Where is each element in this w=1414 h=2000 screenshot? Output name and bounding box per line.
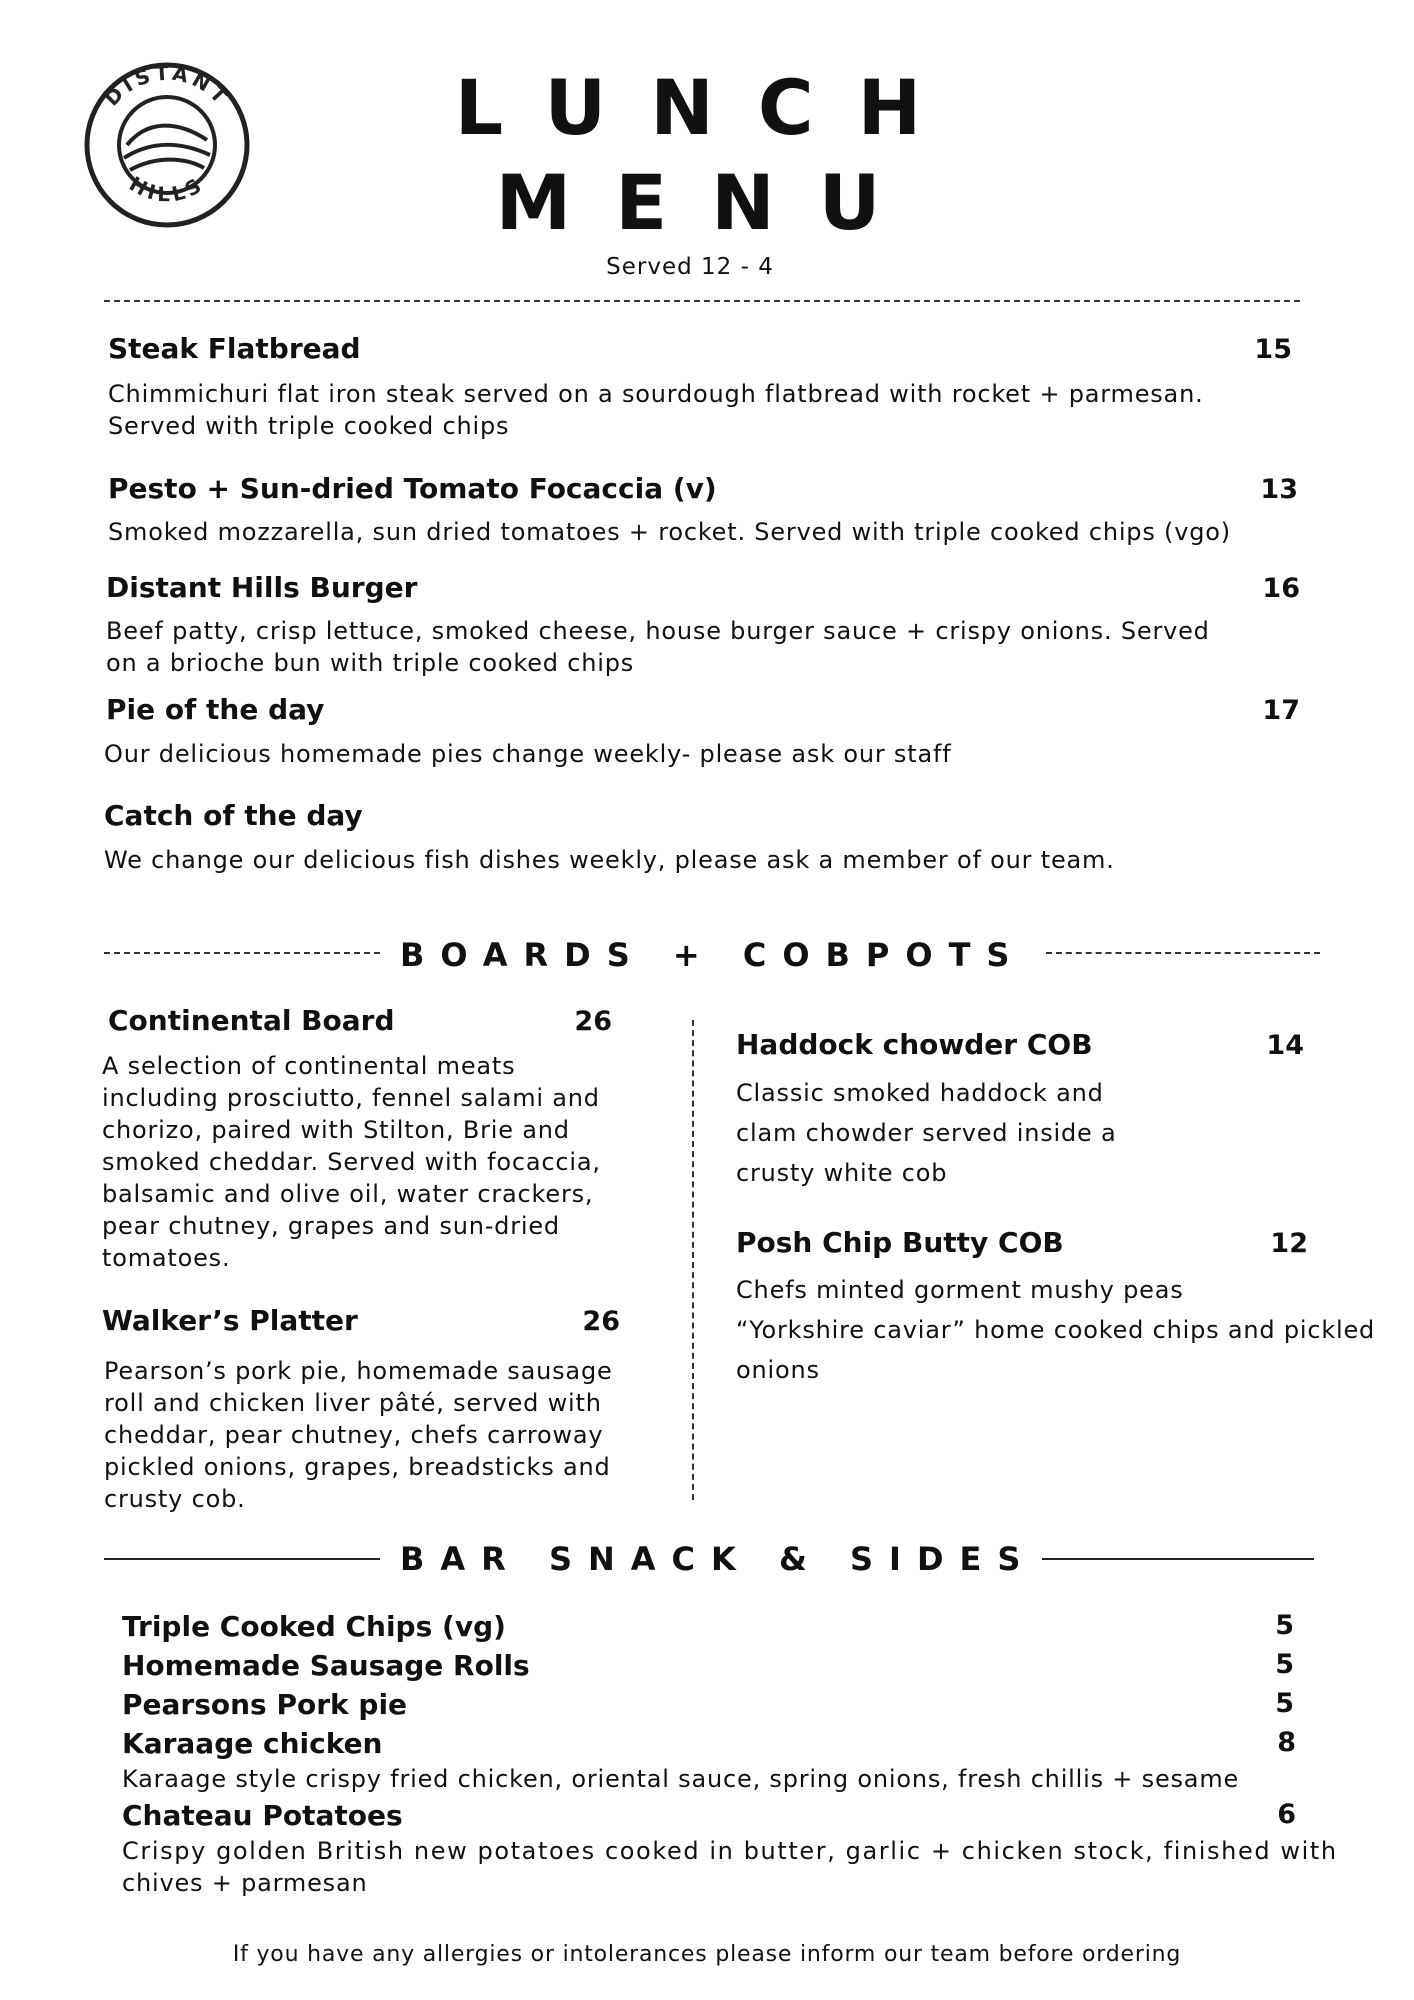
section-heading-boards: BOARDS + COBPOTS [400,936,1026,974]
snack-price: 5 [1275,1649,1294,1680]
section-divider-right [1046,952,1320,954]
snack-name: Triple Cooked Chips (vg) [122,1610,506,1643]
board-price: 26 [574,1006,612,1037]
snack-description: Karaage style crispy fried chicken, oriental sauce, spring onions, fresh chillis + sesame [122,1765,1240,1793]
dish-name: Pesto + Sun-dried Tomato Focaccia (v) [108,472,717,505]
dish-name: Catch of the day [104,799,363,832]
snack-name: Chateau Potatoes [122,1799,403,1832]
snack-price: 5 [1275,1688,1294,1719]
cob-name: Posh Chip Butty COB [736,1226,1064,1259]
snack-price: 5 [1275,1610,1294,1641]
dish-description: Chimmichuri flat iron steak served on a sourdough flatbread with rocket + parmesan. Served with triple cooked chips [108,380,1204,440]
dish-description: Smoked mozzarella, sun dried tomatoes + rocket. Served with triple cooked chips (vgo) [108,518,1231,546]
dish-description: We change our delicious fish dishes weekly, please ask a member of our team. [104,846,1115,874]
dish-name: Pie of the day [106,693,325,726]
title-line-2: MENU [495,158,925,247]
cob-description: Chefs minted gorment mushy peas “Yorkshire caviar” home cooked chips and pickled onions [736,1276,1376,1384]
snack-price: 8 [1277,1727,1296,1758]
board-name: Walker’s Platter [102,1304,358,1337]
board-description: Pearson’s pork pie, homemade sausage roll and chicken liver pâté, served with cheddar, pear chutney, chefs carroway pickled onions, grapes, breadsticks and crusty cob. [104,1357,613,1513]
section-divider-left [104,1558,380,1560]
cob-price: 14 [1266,1030,1304,1061]
cob-description: Classic smoked haddock and clam chowder served inside a crusty white cob [736,1079,1117,1187]
dish-price: 17 [1262,695,1300,726]
svg-text:DISTANT [100,61,235,111]
logo-top-text: DISTANT [99,60,235,111]
distant-hills-logo [82,60,252,230]
dish-name: Steak Flatbread [108,332,361,365]
column-divider [692,1020,694,1500]
snack-name: Pearsons Pork pie [122,1688,408,1721]
logo-bottom-text: HILLS [125,171,209,207]
board-description: A selection of continental meats including prosciutto, fennel salami and chorizo, paired with Stilton, Brie and smoked cheddar. Served with focaccia, balsamic and olive oil, water crackers, pear chutney, grapes and sun-dried tomatoes. [102,1052,601,1272]
dish-description: Our delicious homemade pies change weekly- please ask our staff [104,740,952,768]
snack-name: Karaage chicken [122,1727,383,1760]
dish-price: 15 [1254,334,1292,365]
section-divider-left [104,952,380,954]
snack-description: Crispy golden British new potatoes cooked in butter, garlic + chicken stock, finished with chives + parmesan [122,1837,1338,1897]
cob-price: 12 [1270,1228,1308,1259]
cob-name: Haddock chowder COB [736,1028,1093,1061]
header-divider [104,300,1300,302]
svg-text:HILLS [125,171,208,206]
dish-description: Beef patty, crisp lettuce, smoked cheese, house burger sauce + crispy onions. Served on a brioche bun with triple cooked chips [106,617,1210,677]
snack-name: Homemade Sausage Rolls [122,1649,530,1682]
title-line-1: LUNCH [454,63,966,152]
dish-price: 16 [1262,573,1300,604]
board-name: Continental Board [108,1004,395,1037]
board-price: 26 [582,1306,620,1337]
section-heading-snacks: BAR SNACK & SIDES [400,1540,1037,1578]
dish-name: Distant Hills Burger [106,571,418,604]
dish-price: 13 [1260,474,1298,505]
snack-price: 6 [1277,1799,1296,1830]
allergy-notice: If you have any allergies or intolerances please inform our team before ordering [232,1942,1182,1967]
section-divider-right [1042,1558,1314,1560]
served-hours: Served 12 - 4 [606,254,774,280]
